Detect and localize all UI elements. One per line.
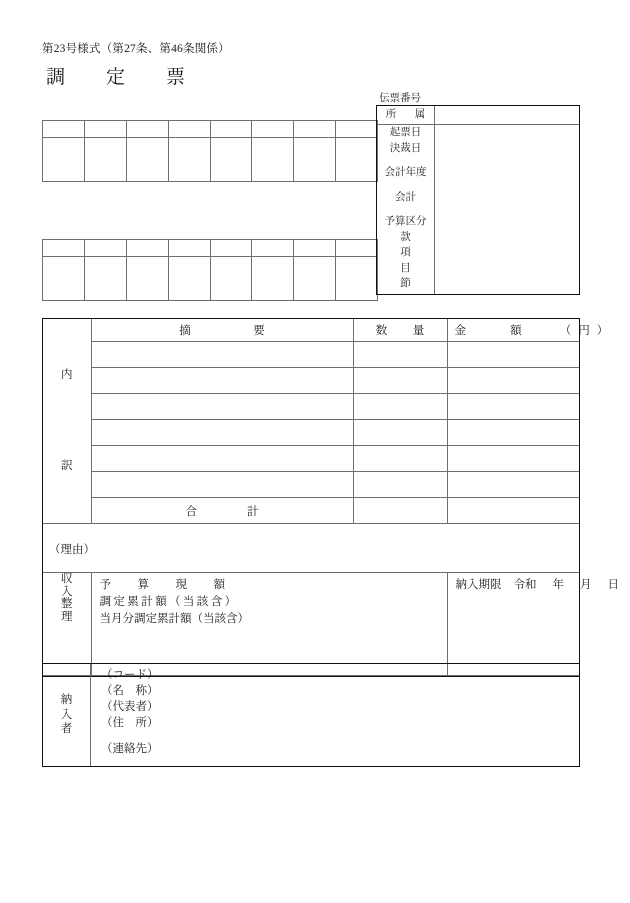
acct-top-body-cell-8[interactable] [336,138,378,182]
detail-section [42,318,619,677]
detail-cell-quantity-2[interactable] [353,368,447,394]
acct-bottom-head-cell-6[interactable] [252,240,294,257]
payer-side-label-char-3: 者 [60,723,73,736]
table-row [43,394,579,420]
income-side-label-char-2: 入 [61,585,73,598]
acct-bottom-body-cell-3[interactable] [126,257,168,301]
income-side-label-char-1: 収 [61,573,73,585]
payer-field-name: （名 称） [101,685,159,697]
payer-side-label [43,664,91,766]
detail-table [43,319,619,676]
detail-cell-tekiyo-6[interactable] [91,472,353,498]
detail-total-amount[interactable] [447,498,579,524]
acct-top-body-cell-5[interactable] [210,138,252,182]
detail-header-quantity: 数 量 [353,319,447,342]
detail-cell-amount-2[interactable] [447,368,579,394]
payer-fields[interactable] [91,664,579,766]
detail-cell-tekiyo-3[interactable] [91,394,353,420]
income-line-cumulative: 調定累計額（当該含） [99,596,239,608]
table-row [43,472,579,498]
detail-cell-tekiyo-4[interactable] [91,420,353,446]
slip-label-setsu: 節 [400,278,411,289]
slip-label-kan: 款 [400,231,411,243]
detail-total-row [43,498,579,524]
acct-bottom-head-cell-5[interactable] [210,240,252,257]
acct-top-body-cell-4[interactable] [168,138,210,182]
acct-bottom-head-cell-8[interactable] [336,240,378,257]
form-number-label: 第23号様式（第27条、第46条関係） [42,43,230,55]
slip-number-caption: 伝票番号 [379,93,421,104]
slip-value-details[interactable] [435,125,579,294]
detail-side-label-char-1: 内 [61,369,73,382]
income-line-monthly-cumulative: 当月分調定累計額（当該含） [99,613,249,625]
detail-cell-tekiyo-5[interactable] [91,446,353,472]
acct-top-head-cell-6[interactable] [252,121,294,138]
table-row [43,420,579,446]
income-line-budget-balance: 予 算 現 額 [99,579,233,591]
acct-top-head-cell-7[interactable] [294,121,336,138]
table-row [43,342,579,368]
acct-bottom-body-cell-6[interactable] [252,257,294,301]
detail-header-row [43,319,579,342]
detail-cell-amount-5[interactable] [447,446,579,472]
table-row [43,257,378,301]
detail-side-label [43,319,91,524]
acct-bottom-head-cell-2[interactable] [84,240,126,257]
income-side-label-char-3: 整 [61,598,73,611]
table-row [43,368,579,394]
acct-bottom-body-cell-5[interactable] [210,257,252,301]
table-row [43,446,579,472]
income-row [43,573,579,676]
payer-side-label-char-1: 納 [60,694,73,707]
slip-label-moku: 目 [400,262,411,274]
acct-bottom-body-cell-8[interactable] [336,257,378,301]
acct-bottom-body-cell-4[interactable] [168,257,210,301]
detail-reason-row [43,524,579,573]
payer-field-contact: （連絡先） [101,743,159,755]
detail-cell-amount-3[interactable] [447,394,579,420]
slip-label-approval-date: 決裁日 [389,142,422,154]
detail-cell-quantity-3[interactable] [353,394,447,420]
slip-row-details [377,125,579,294]
slip-label-account: 会計 [395,191,416,203]
acct-bottom-head-cell-7[interactable] [294,240,336,257]
payer-field-representative: （代表者） [101,701,159,713]
detail-cell-amount-1[interactable] [447,342,579,368]
detail-cell-tekiyo-1[interactable] [91,342,353,368]
table-row [43,138,378,182]
slip-label-kou: 項 [400,247,411,258]
slip-label-affiliation [377,106,435,124]
slip-label-stack [377,125,435,294]
due-era: 令和 [513,579,537,591]
account-code-table-top [42,120,378,182]
acct-bottom-body-cell-2[interactable] [84,257,126,301]
acct-bottom-head-cell-1[interactable] [43,240,85,257]
acct-top-head-cell-4[interactable] [168,121,210,138]
acct-top-head-cell-2[interactable] [84,121,126,138]
detail-header-amount: 金 額 （円） [447,319,579,342]
slip-info-box [376,105,580,295]
detail-total-quantity[interactable] [353,498,447,524]
detail-cell-quantity-4[interactable] [353,420,447,446]
acct-top-head-cell-5[interactable] [210,121,252,138]
acct-bottom-body-cell-7[interactable] [294,257,336,301]
acct-top-body-cell-3[interactable] [126,138,168,182]
slip-row-affiliation [377,106,579,125]
detail-cell-quantity-5[interactable] [353,446,447,472]
income-side-label-char-4: 理 [61,610,73,623]
acct-bottom-head-cell-4[interactable] [168,240,210,257]
due-month-unit: 月 [580,579,592,591]
account-code-table-bottom [42,239,378,301]
acct-top-head-cell-3[interactable] [126,121,168,138]
page-title: 調 定 票 [46,67,197,88]
slip-label-budget-class: 予算区分 [384,216,427,227]
payer-side-label-char-2: 入 [60,708,73,721]
detail-total-label: 合 計 [91,498,353,524]
acct-top-head-cell-8[interactable] [336,121,378,138]
payment-due-field[interactable] [447,573,619,676]
due-label: 納入期限 [455,579,502,591]
acct-top-body-cell-7[interactable] [294,138,336,182]
detail-cell-quantity-1[interactable] [353,342,447,368]
payer-field-address: （住 所） [101,717,159,729]
due-year-unit: 年 [552,579,564,591]
detail-cell-amount-4[interactable] [447,420,579,446]
slip-label-affiliation-text: 所 属 [385,109,430,121]
acct-top-body-cell-6[interactable] [252,138,294,182]
acct-top-head-cell-1[interactable] [43,121,85,138]
slip-label-draft-date: 起票日 [389,127,422,138]
income-amount-fields[interactable] [91,573,447,676]
acct-bottom-head-cell-3[interactable] [126,240,168,257]
detail-cell-tekiyo-2[interactable] [91,368,353,394]
payer-field-code: （コード） [101,669,159,681]
table-row [43,121,378,138]
detail-side-label-char-2: 訳 [61,460,73,472]
acct-top-body-cell-2[interactable] [84,138,126,182]
reason-field[interactable]: （理由） [43,524,579,573]
payer-section [42,663,580,767]
detail-cell-quantity-6[interactable] [353,472,447,498]
acct-top-body-cell-1[interactable] [43,138,85,182]
due-day-unit: 日 [607,579,619,591]
detail-header-tekiyo: 摘 要 [91,319,353,342]
table-row [43,240,378,257]
acct-bottom-body-cell-1[interactable] [43,257,85,301]
payer-field-spacer [101,731,579,741]
slip-value-affiliation[interactable] [435,106,579,124]
income-side-label [43,573,91,676]
slip-label-fiscal-year: 会計年度 [384,167,427,178]
detail-cell-amount-6[interactable] [447,472,579,498]
